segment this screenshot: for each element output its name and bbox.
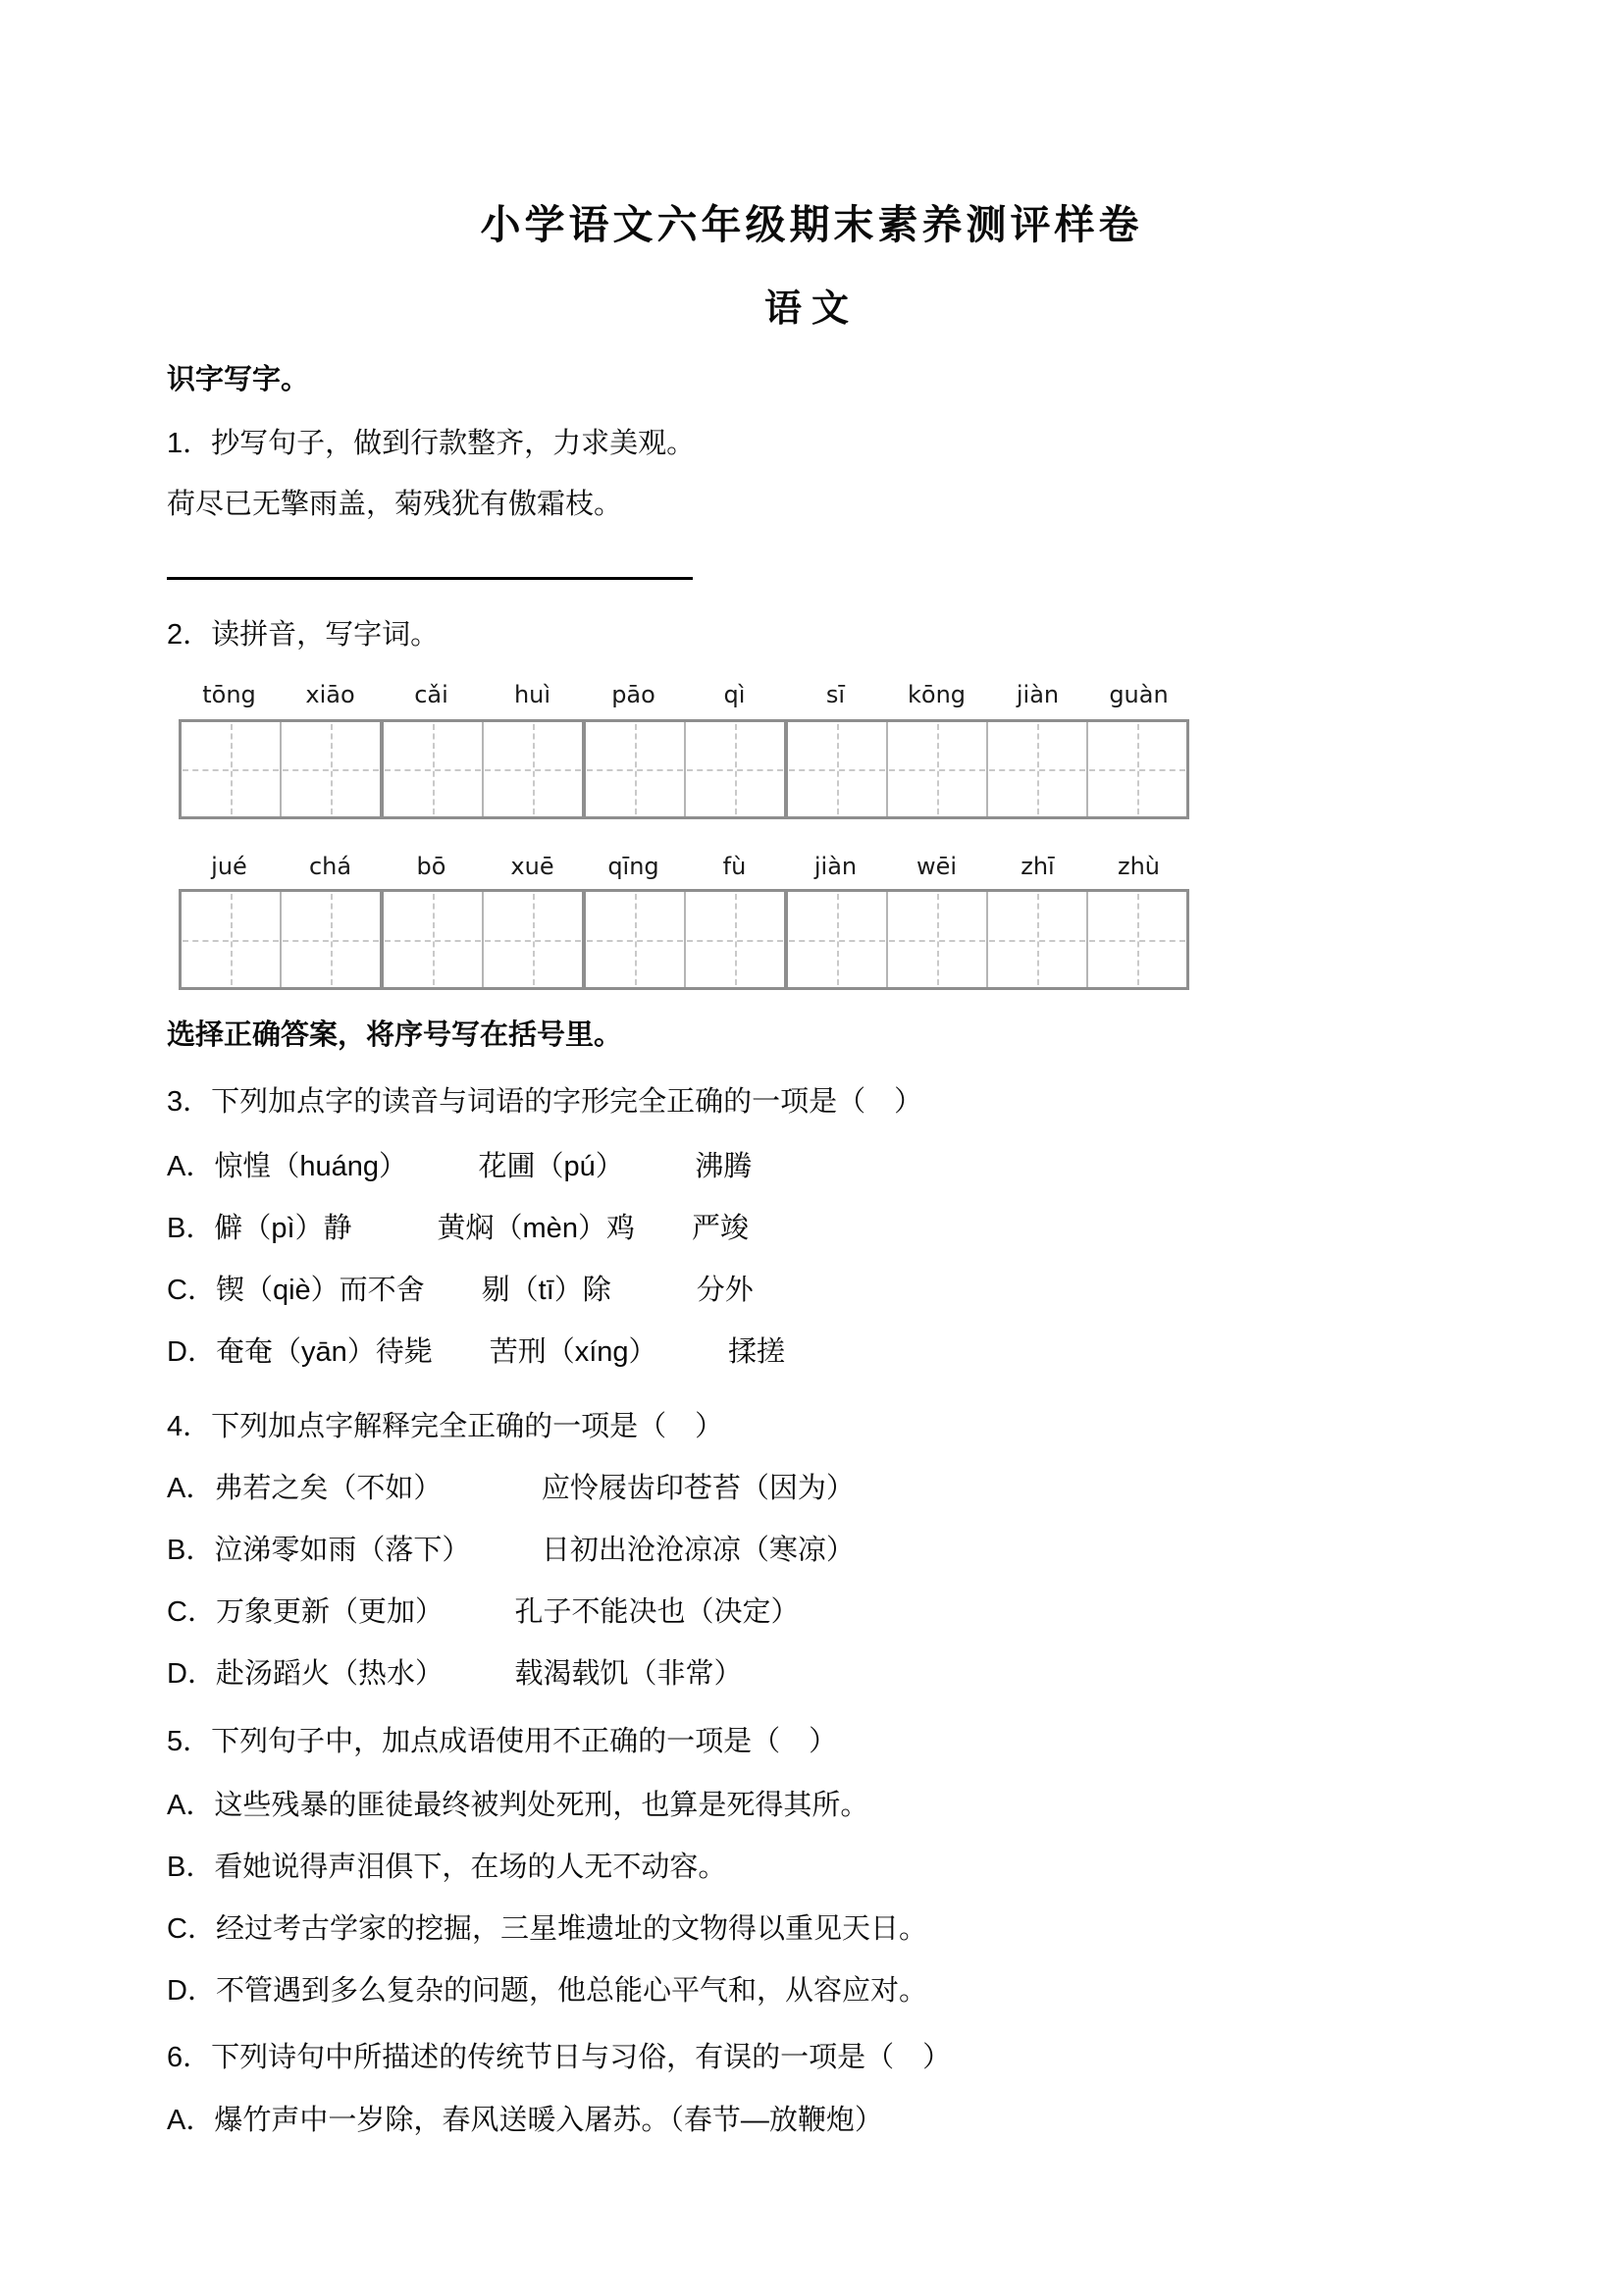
- grid-cell: [888, 722, 988, 816]
- pinyin-label: bō: [416, 853, 446, 880]
- question-1-sentence: 荷尽已无擎雨盖，菊残犹有傲霜枝。: [167, 489, 623, 520]
- pinyin-label: jiàn: [813, 853, 858, 880]
- pinyin-label: xuē: [510, 853, 554, 880]
- writing-grid-row-1: [179, 719, 1189, 819]
- grid-cell: [788, 722, 888, 816]
- grid-cell: [788, 892, 888, 987]
- writing-grid-row-2: [179, 889, 1189, 990]
- grid-cell: [988, 892, 1088, 987]
- section-heading-choice: 选择正确答案，将序号写在括号里。: [167, 1019, 623, 1051]
- grid-cell: [384, 892, 484, 987]
- pinyin-label: jué: [211, 853, 247, 880]
- pinyin-label-row-2: [179, 853, 1189, 880]
- question-5-option-d: D．不管遇到多么复杂的问题，他总能心平气和，从容应对。: [167, 1975, 927, 2007]
- question-4-prompt: 4．下列加点字解释完全正确的一项是（ ）: [167, 1411, 724, 1442]
- pinyin-label: cǎi: [414, 681, 448, 708]
- question-3-prompt: 3．下列加点字的读音与词语的字形完全正确的一项是（ ）: [167, 1086, 923, 1118]
- pinyin-label: chá: [308, 853, 352, 880]
- page-title: 小学语文六年级期末素养测评样卷: [480, 202, 1143, 247]
- grid-cell: [888, 892, 988, 987]
- pinyin-label-row-1: [179, 681, 1189, 708]
- grid-cell: [586, 892, 686, 987]
- grid-cell: [686, 722, 788, 816]
- question-1-answer-line: [167, 577, 693, 580]
- grid-cell: [282, 892, 384, 987]
- section-heading-literacy: 识字写字。: [167, 364, 310, 395]
- question-3-option-b: B．僻（pì）静 黄焖（mèn）鸡 严竣: [167, 1213, 749, 1244]
- question-3-option-c: C．锲（qiè）而不舍 剔（tī）除 分外: [167, 1275, 754, 1306]
- pinyin-label: zhī: [1021, 853, 1055, 880]
- pinyin-label: fù: [722, 853, 747, 880]
- question-6-option-a: A．爆竹声中一岁除，春风送暖入屠苏。（春节—放鞭炮）: [167, 2105, 883, 2136]
- question-6-prompt: 6．下列诗句中所描述的传统节日与习俗，有误的一项是（ ）: [167, 2042, 952, 2073]
- question-5-prompt: 5．下列句子中，加点成语使用不正确的一项是（ ）: [167, 1726, 838, 1757]
- grid-cell: [586, 722, 686, 816]
- question-3-option-d: D．奄奄（yān）待毙 苦刑（xíng） 揉搓: [167, 1336, 786, 1368]
- question-5-option-b: B．看她说得声泪俱下，在场的人无不动容。: [167, 1852, 727, 1883]
- question-2-prompt: 2．读拼音，写字词。: [167, 619, 440, 651]
- pinyin-label: kōng: [907, 681, 967, 708]
- page-subtitle: 语文: [763, 288, 859, 330]
- pinyin-label: wēi: [916, 853, 958, 880]
- question-4-option-b: B．泣涕零如雨（落下） 日初出沧沧凉凉（寒凉）: [167, 1535, 855, 1566]
- grid-cell: [484, 722, 586, 816]
- pinyin-label: huì: [513, 681, 551, 708]
- question-5-option-a: A．这些残暴的匪徒最终被判处死刑，也算是死得其所。: [167, 1790, 869, 1821]
- grid-cell: [484, 892, 586, 987]
- pinyin-label: guàn: [1109, 681, 1169, 708]
- grid-cell: [686, 892, 788, 987]
- question-4-option-a: A．弗若之矣（不如） 应怜屐齿印苍苔（因为）: [167, 1473, 855, 1504]
- grid-cell: [282, 722, 384, 816]
- question-4-option-d: D．赴汤蹈火（热水） 载渴载饥（非常）: [167, 1658, 743, 1690]
- question-4-option-c: C．万象更新（更加） 孔子不能决也（决定）: [167, 1596, 800, 1628]
- pinyin-label: tōng: [202, 681, 256, 708]
- pinyin-label: qì: [723, 681, 746, 708]
- grid-cell: [182, 722, 282, 816]
- grid-cell: [988, 722, 1088, 816]
- pinyin-label: qīng: [607, 853, 659, 880]
- pinyin-label: zhù: [1117, 853, 1161, 880]
- grid-cell: [182, 892, 282, 987]
- question-5-option-c: C．经过考古学家的挖掘，三星堆遗址的文物得以重见天日。: [167, 1913, 927, 1945]
- pinyin-label: xiāo: [305, 681, 355, 708]
- grid-cell: [1088, 722, 1186, 816]
- pinyin-label: jiàn: [1016, 681, 1060, 708]
- pinyin-label: sī: [825, 681, 846, 708]
- question-3-option-a: A．惊惶（huáng） 花圃（pú） 沸腾: [167, 1151, 753, 1182]
- question-1-prompt: 1．抄写句子，做到行款整齐，力求美观。: [167, 428, 696, 459]
- pinyin-label: pāo: [611, 681, 655, 708]
- grid-cell: [1088, 892, 1186, 987]
- grid-cell: [384, 722, 484, 816]
